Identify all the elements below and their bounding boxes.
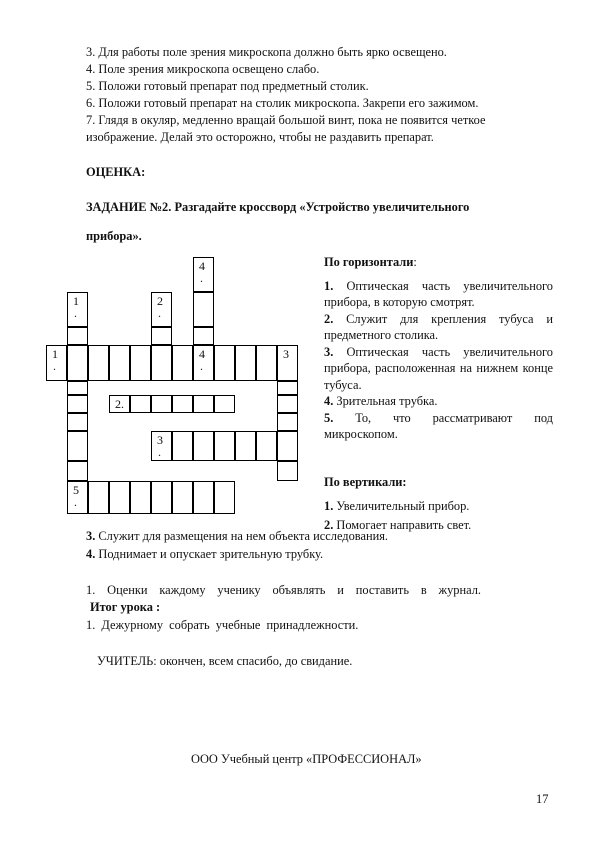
crossword-cell[interactable] [109,345,130,381]
horizontal-header-text: По горизонтали [324,255,414,269]
crossword-clue-dot: . [53,359,56,373]
crossword-clue-number: 1 [73,294,79,308]
horizontal-clue-4 [324,393,553,410]
crossword-cell[interactable] [172,345,193,381]
summary-heading: Итог урока : [90,600,161,614]
horizontal-clues-header [324,254,553,271]
grade-heading: ОЦЕНКА: [86,165,146,179]
clue-number: 2. [324,518,334,532]
crossword-cell[interactable] [235,345,256,381]
duty-line: 1. Дежурному собрать учебные принадлежности. [86,618,359,632]
clue-text: Служит для размещения на нем объекта исследования. [95,529,389,543]
crossword-clue-dot: . [158,445,161,459]
crossword-cell[interactable] [214,345,235,381]
clue-number: 3. [86,529,96,543]
clue-number: 4. [324,394,334,408]
task-heading: ЗАДАНИЕ №2. Разгадайте кроссворд «Устройство увеличительного [86,200,470,214]
crossword-cell[interactable] [235,431,256,461]
crossword-clue-number: 3 [157,433,163,447]
crossword-cell[interactable] [193,395,214,413]
clue-text: Поднимает и опускает зрительную трубку. [95,547,324,561]
crossword-cell[interactable] [109,395,130,413]
crossword-clue-dot: . [200,359,203,373]
crossword-cell[interactable] [130,345,151,381]
vertical-clues-header: По вертикали: [324,475,407,489]
page-number: 17 [536,792,549,806]
crossword-cell[interactable] [67,345,88,381]
crossword-cell[interactable] [193,257,214,292]
crossword-clue-number: 3 [283,347,289,361]
crossword-cell[interactable] [67,481,88,514]
horizontal-clue-2 [324,311,553,344]
crossword-cell[interactable] [172,395,193,413]
clue-number: 3. [324,344,334,359]
crossword-cell[interactable] [193,481,214,514]
crossword-cell[interactable] [67,431,88,461]
crossword-clue-dot: . [74,306,77,320]
crossword-clue-number: 4 [199,347,205,361]
clue-text: Помогает направить свет. [333,518,472,532]
crossword-cell[interactable] [172,481,193,514]
crossword-cell[interactable] [277,461,298,481]
clue-text: Оптическая часть увеличительного прибора, расположенная на нижнем конце тубуса. [324,344,553,392]
clue-number: 1. [324,498,334,513]
crossword-cell[interactable] [130,395,151,413]
clue-text: Зрительная трубка. [333,394,438,408]
crossword-cell[interactable] [151,327,172,345]
vertical-clue-4 [86,546,323,562]
crossword-cell[interactable] [193,431,214,461]
clue-text: Служит для крепления тубуса и предметного столика. [324,311,553,342]
crossword-cell[interactable] [67,327,88,345]
instruction-line-5: 5. Положи готовый препарат под предметный столик. [86,79,369,93]
crossword-cell[interactable] [277,413,298,431]
instruction-line-6: 6. Положи готовый препарат на столик микроскопа. Закрепи его зажимом. [86,96,479,110]
crossword-cell[interactable] [88,481,109,514]
horizontal-clue-5 [324,410,553,443]
crossword-cell[interactable] [88,345,109,381]
crossword-cell[interactable] [214,431,235,461]
crossword-cell[interactable] [67,413,88,431]
crossword-clue-dot: . [74,495,77,509]
crossword-cell[interactable] [214,395,235,413]
crossword-cell[interactable] [151,481,172,514]
crossword-cell[interactable] [151,345,172,381]
instruction-line-7: 7. Глядя в окуляр, медленно вращай большой винт, пока не появится четкое [86,113,486,127]
crossword-cell[interactable] [67,381,88,395]
crossword-clue-dot: . [200,271,203,285]
vertical-clues [324,474,553,534]
crossword-cell[interactable] [277,345,298,381]
crossword-cell[interactable] [193,292,214,327]
crossword-clue-number: 5 [73,483,79,497]
crossword-cell[interactable] [277,395,298,413]
crossword-cell[interactable] [256,345,277,381]
crossword-clue-number: 4 [199,259,205,273]
clue-text: Оптическая часть увеличительного прибора, в которую смотрят. [324,278,553,309]
crossword-cell[interactable] [151,395,172,413]
crossword-cell[interactable] [172,431,193,461]
clue-text: То, что рассматривают под микроскопом. [324,410,553,441]
crossword-clue-number: 1 [52,347,58,361]
crossword-cell[interactable] [193,345,214,381]
teacher-line: УЧИТЕЛЬ: окончен, всем спасибо, до свидание. [97,654,353,668]
horizontal-clue-3 [324,344,553,394]
crossword-cell[interactable] [151,292,172,327]
crossword-cell[interactable] [193,327,214,345]
crossword-cell[interactable] [130,481,151,514]
vertical-clue-3 [86,528,388,544]
clue-text: Увеличительный прибор. [333,498,470,513]
clue-number: 5. [324,410,334,425]
crossword-cell[interactable] [277,431,298,461]
crossword-cell[interactable] [109,481,130,514]
crossword-cell[interactable] [67,461,88,481]
horizontal-header-colon: : [413,255,417,269]
crossword-cell[interactable] [214,481,235,514]
clue-number: 1. [324,278,334,293]
crossword-cell[interactable] [67,395,88,413]
crossword-clue-dot: . [158,306,161,320]
clue-number: 4. [86,547,96,561]
crossword-clue-number: 2 [157,294,163,308]
grading-line: 1. Оценки каждому ученику объявлять и поставить в журнал. [86,583,481,597]
footer-organization: ООО Учебный центр «ПРОФЕССИОНАЛ» [191,752,422,766]
crossword-cell[interactable] [46,345,67,381]
crossword-cell[interactable] [67,292,88,327]
horizontal-clues [324,254,553,443]
horizontal-clue-1 [324,278,553,311]
clue-number: 2. [324,311,334,326]
instruction-line-7-cont: изображение. Делай это осторожно, чтобы не раздавить препарат. [86,130,434,144]
crossword-clue-number: 2. [115,397,124,411]
instruction-line-4: 4. Поле зрения микроскопа освещено слабо. [86,62,320,76]
crossword-cell[interactable] [256,431,277,461]
task-heading-cont: прибора». [86,229,142,243]
instruction-line-3: 3. Для работы поле зрения микроскопа должно быть ярко освещено. [86,45,447,59]
crossword-cell[interactable] [277,381,298,395]
vertical-clue-1 [324,498,553,515]
crossword-cell[interactable] [151,431,172,461]
